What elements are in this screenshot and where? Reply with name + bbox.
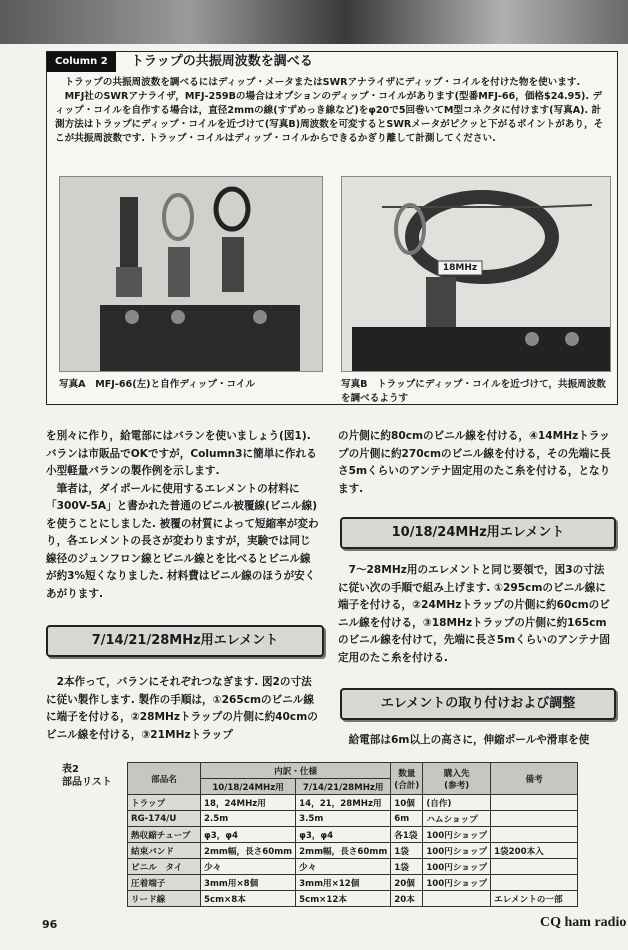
table-cell: 3mm用×12個 [296, 875, 391, 891]
table-cell: 2.5m [201, 811, 296, 827]
left-paragraph-2: 2本作って，バランにそれぞれつなぎます. 図2の寸法に従い製作します. 製作の手順は，①265cmのビニル線に端子を付ける，②28MHzトラップの片側に約40cmのビニル線を付ける，③21MHzトラップ [46, 676, 318, 741]
photo-a-image [60, 177, 322, 371]
header-qty: 数量 (合計) [391, 763, 423, 795]
header-spec: 内訳・仕様 [201, 763, 391, 779]
table-cell [491, 875, 578, 891]
table-cell: 5cm×8本 [201, 891, 296, 907]
table-cell: 100円ショップ [423, 843, 491, 859]
table-cell: 6m [391, 811, 423, 827]
table-row [128, 843, 578, 859]
table-cell: 1袋 [391, 859, 423, 875]
table-cell: 18，24MHz用 [201, 795, 296, 811]
table-cell: ハムショップ [423, 811, 491, 827]
page-number: 96 [42, 918, 58, 931]
section-heading-install: エレメントの取り付けおよび調整 [340, 688, 616, 720]
table-cell [491, 811, 578, 827]
header-name: 部品名 [128, 763, 201, 795]
table-label: 表2 部品リスト [62, 764, 112, 788]
table-cell [423, 891, 491, 907]
column-tag: Column 2 [47, 52, 116, 72]
table-cell: 10個 [391, 795, 423, 811]
column-box [46, 51, 618, 405]
table-cell: 2mm幅，長さ60mm [201, 843, 296, 859]
table-row [128, 891, 578, 907]
right-paragraph-1: の片側に約80cmのビニル線を付ける，④14MHzトラップの片側に約270cmのビニル線を付ける，その先端に長さ5mくらいのアンテナ固定用のたこ糸を付ける，となります. [338, 430, 611, 495]
table-cell: エレメントの一部 [491, 891, 578, 907]
table-cell: φ3，φ4 [201, 827, 296, 843]
header-note: 備考 [491, 763, 578, 795]
table-cell: 3.5m [296, 811, 391, 827]
table-row [128, 827, 578, 843]
table-cell: 20個 [391, 875, 423, 891]
left-paragraph-1: を別々に作り，給電部にはバランを使いましょう(図1). バランは市販品でOKですが，Column3に簡単に作れる小型軽量バランの製作例を示します. 筆者は，ダイポールに使用するエレメントの材料に「300V-5A」と書かれた普通のビニル被覆線(ビニル線)を使うことにしました. 被覆の材質によって短縮率が変わり，各エレメントの長さが変わりますが，実験では同じ線径のジュンフロン線とビニル線とを比べるとビニル線が約3%短くなりました. 材料費はビニル線のほうが安くあがります. [46, 430, 319, 600]
table-row [128, 811, 578, 827]
table-cell: 2mm幅，長さ60mm [296, 843, 391, 859]
brand-logo: CQ ham radio [540, 915, 627, 930]
table-cell: 100円ショップ [423, 827, 491, 843]
column-title: トラップの共振周波数を調べる [131, 54, 313, 69]
photo-a-caption: 写真A MFJ-66(左)と自作ディップ・コイル [59, 379, 256, 390]
table-cell [491, 795, 578, 811]
table-cell [491, 859, 578, 875]
table-cell [491, 827, 578, 843]
right-paragraph-2: 7～28MHz用のエレメントと同じ要領で，図3の寸法に従い次の手順で組み上げます. ①295cmのビニル線に端子を付ける，②24MHzトラップの片側に約60cmのビニル線を付ける，③18MHzトラップの片側に約165cmのビニル線を付けて，先端に長さ5mくらいのアンテナ固定用のたこ糸を付ける. [338, 564, 611, 664]
table-cell: 100円ショップ [423, 875, 491, 891]
column-body: トラップの共振周波数を調べるにはディップ・メータまたはSWRアナライザにディップ・コイルを付けた物を使います. MFJ社のSWRアナライザ，MFJ-259Bの場合はオプションのディップ・コイルがあります(型番MFJ-66，価格$24.95). ディップ・コイルを自作する場合は，直径2mmの線(すずめっき線など)をφ20で5回巻いてM型コネクタに付けます(写真A). 計測方法はトラップにディップ・コイルを近づけて(写真B)周波数を可変するとSWRメータがピクッと下がるポイントがあり，そこが共振周波数です. トラップ・コイルはディップ・コイルからできるかぎり離して計測してください. [55, 77, 604, 144]
header-photo-band [0, 0, 628, 44]
photo-b-label: 18MHz [442, 263, 478, 273]
table-cell: 少々 [201, 859, 296, 875]
photo-b-caption: 写真B トラップにディップ・コイルを近づけて，共振周波数を調べるようす [341, 379, 606, 404]
section-heading-10-24mhz: 10/18/24MHz用エレメント [340, 517, 616, 549]
table-cell: 20本 [391, 891, 423, 907]
table-cell: 3mm用×8個 [201, 875, 296, 891]
parts-table [127, 762, 578, 907]
header-source: 購入先 (参考) [423, 763, 491, 795]
header-spec-b: 7/14/21/28MHz用 [296, 779, 391, 795]
table-cell: 14，21，28MHz用 [296, 795, 391, 811]
table-cell: 圧着端子 [128, 875, 201, 891]
table-cell: 少々 [296, 859, 391, 875]
table-cell: (自作) [423, 795, 491, 811]
table-row [128, 795, 578, 811]
table-cell: φ3，φ4 [296, 827, 391, 843]
right-paragraph-3: 給電部は6m以上の高さに，伸縮ポールや滑車を使 [338, 734, 590, 746]
section-heading-7-28mhz: 7/14/21/28MHz用エレメント [46, 625, 324, 657]
photo-a [59, 176, 323, 372]
header-spec-a: 10/18/24MHz用 [201, 779, 296, 795]
table-cell: トラップ [128, 795, 201, 811]
table-cell: 結束バンド [128, 843, 201, 859]
table-cell: 5cm×12本 [296, 891, 391, 907]
table-cell: 熱収縮チューブ [128, 827, 201, 843]
table-cell: 各1袋 [391, 827, 423, 843]
table-cell: リード線 [128, 891, 201, 907]
photo-b [341, 176, 611, 372]
table-cell: 1袋 [391, 843, 423, 859]
table-cell: 100円ショップ [423, 859, 491, 875]
table-cell: RG-174/U [128, 811, 201, 827]
table-cell: ビニル タイ [128, 859, 201, 875]
table-row [128, 859, 578, 875]
table-row [128, 875, 578, 891]
table-cell: 1袋200本入 [491, 843, 578, 859]
